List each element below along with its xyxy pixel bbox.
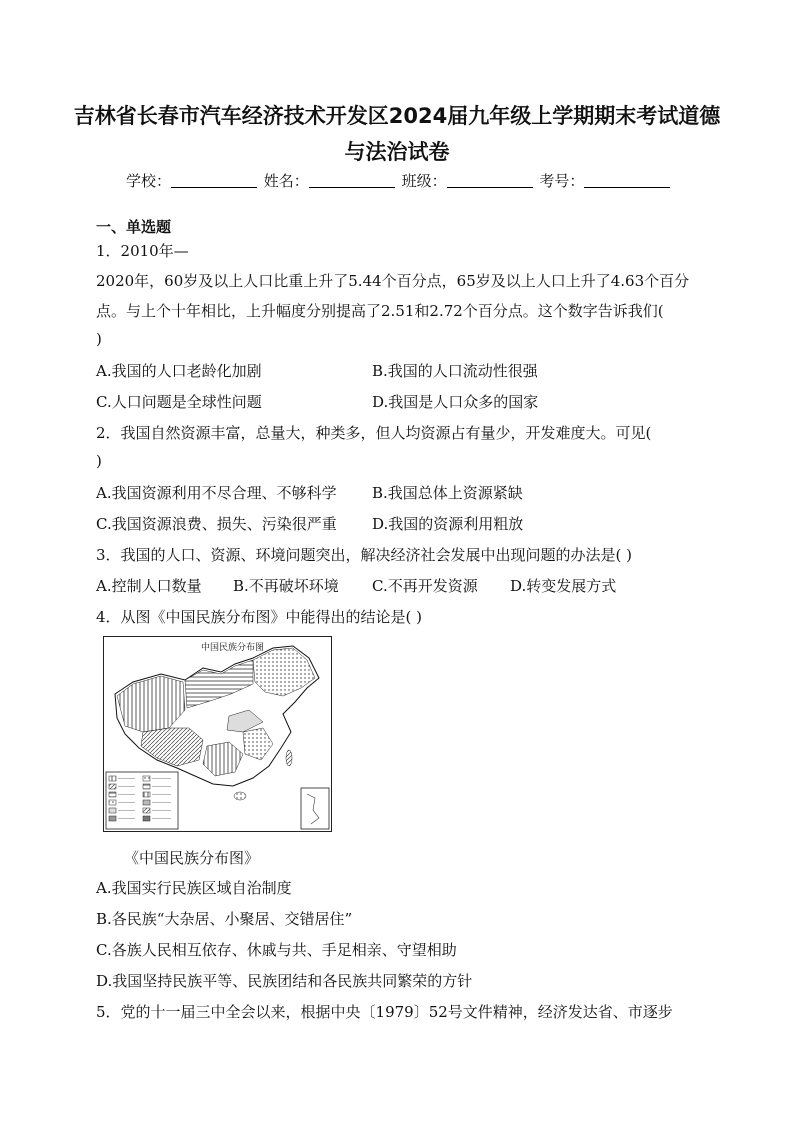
q4-option-a[interactable]: A.我国实行民族区域自治制度 [96,879,292,897]
map-title: 中国民族分布图 [201,643,265,653]
q3-option-a[interactable]: A.控制人口数量 [96,577,202,595]
exam-title-line2: 与法治试卷 [344,140,450,164]
school-label: 学校： [126,172,172,190]
q2-stem-line1: 2．我国自然资源丰富，总量大，种类多，但人均资源占有量少，开发难度大。可见( [96,424,652,442]
name-blank[interactable] [309,173,395,188]
q2-stem-line2: ) [96,452,102,470]
q3-option-c[interactable]: C.不再开发资源 [372,577,478,595]
student-info-row [126,170,672,191]
number-label: 考号： [539,172,585,190]
q1-stem-line3: 点。与上个十年相比，上升幅度分别提高了2.51和2.72个百分点。这个数字告诉我们( [96,302,664,320]
q3-stem: 3．我国的人口、资源、环境问题突出，解决经济社会发展中出现问题的办法是( ) [96,546,633,564]
q4-stem: 4．从图《中国民族分布图》中能得出的结论是( ) [96,608,423,626]
name-label: 姓名： [263,172,309,190]
q1-option-d[interactable]: D.我国是人口众多的国家 [372,393,539,411]
q1-stem-line1: 1．2010年— [96,242,189,260]
q2-option-d[interactable]: D.我国的资源利用粗放 [372,515,524,533]
q4-option-b[interactable]: B.各民族“大杂居、小聚居、交错居住” [96,910,353,928]
q3-option-d[interactable]: D.转变发展方式 [510,577,617,595]
q1-stem-line4: ) [96,330,102,348]
q1-option-a[interactable]: A.我国的人口老龄化加剧 [96,362,262,380]
q2-option-b[interactable]: B.我国总体上资源紧缺 [372,484,523,502]
map-caption: 《中国民族分布图》 [124,849,260,867]
q1-stem-line2: 2020年，60岁及以上人口比重上升了5.44个百分点，65岁及以上人口上升了4.63个百分 [96,272,690,290]
class-blank[interactable] [447,173,533,188]
section-heading: 一、单选题 [96,218,172,236]
exam-title-line1: 吉林省长春市汽车经济技术开发区2024届九年级上学期期末考试道德 [73,104,721,128]
q5-stem-line1: 5．党的十一届三中全会以来，根据中央〔1979〕52号文件精神，经济发达省、市逐步 [96,1003,673,1021]
q4-option-d[interactable]: D.我国坚持民族平等、民族团结和各民族共同繁荣的方针 [96,972,473,990]
china-ethnic-map-image [103,636,332,832]
q3-option-b[interactable]: B.不再破坏环境 [233,577,339,595]
number-blank[interactable] [584,173,670,188]
q1-option-b[interactable]: B.我国的人口流动性很强 [372,362,538,380]
q2-option-a[interactable]: A.我国资源利用不尽合理、不够科学 [96,484,337,502]
q4-option-c[interactable]: C.各族人民相互依存、休戚与共、手足相亲、守望相助 [96,941,457,959]
q1-option-c[interactable]: C.人口问题是全球性问题 [96,393,262,411]
school-blank[interactable] [171,173,257,188]
class-label: 班级： [401,172,447,190]
q2-option-c[interactable]: C.我国资源浪费、损失、污染很严重 [96,515,337,533]
